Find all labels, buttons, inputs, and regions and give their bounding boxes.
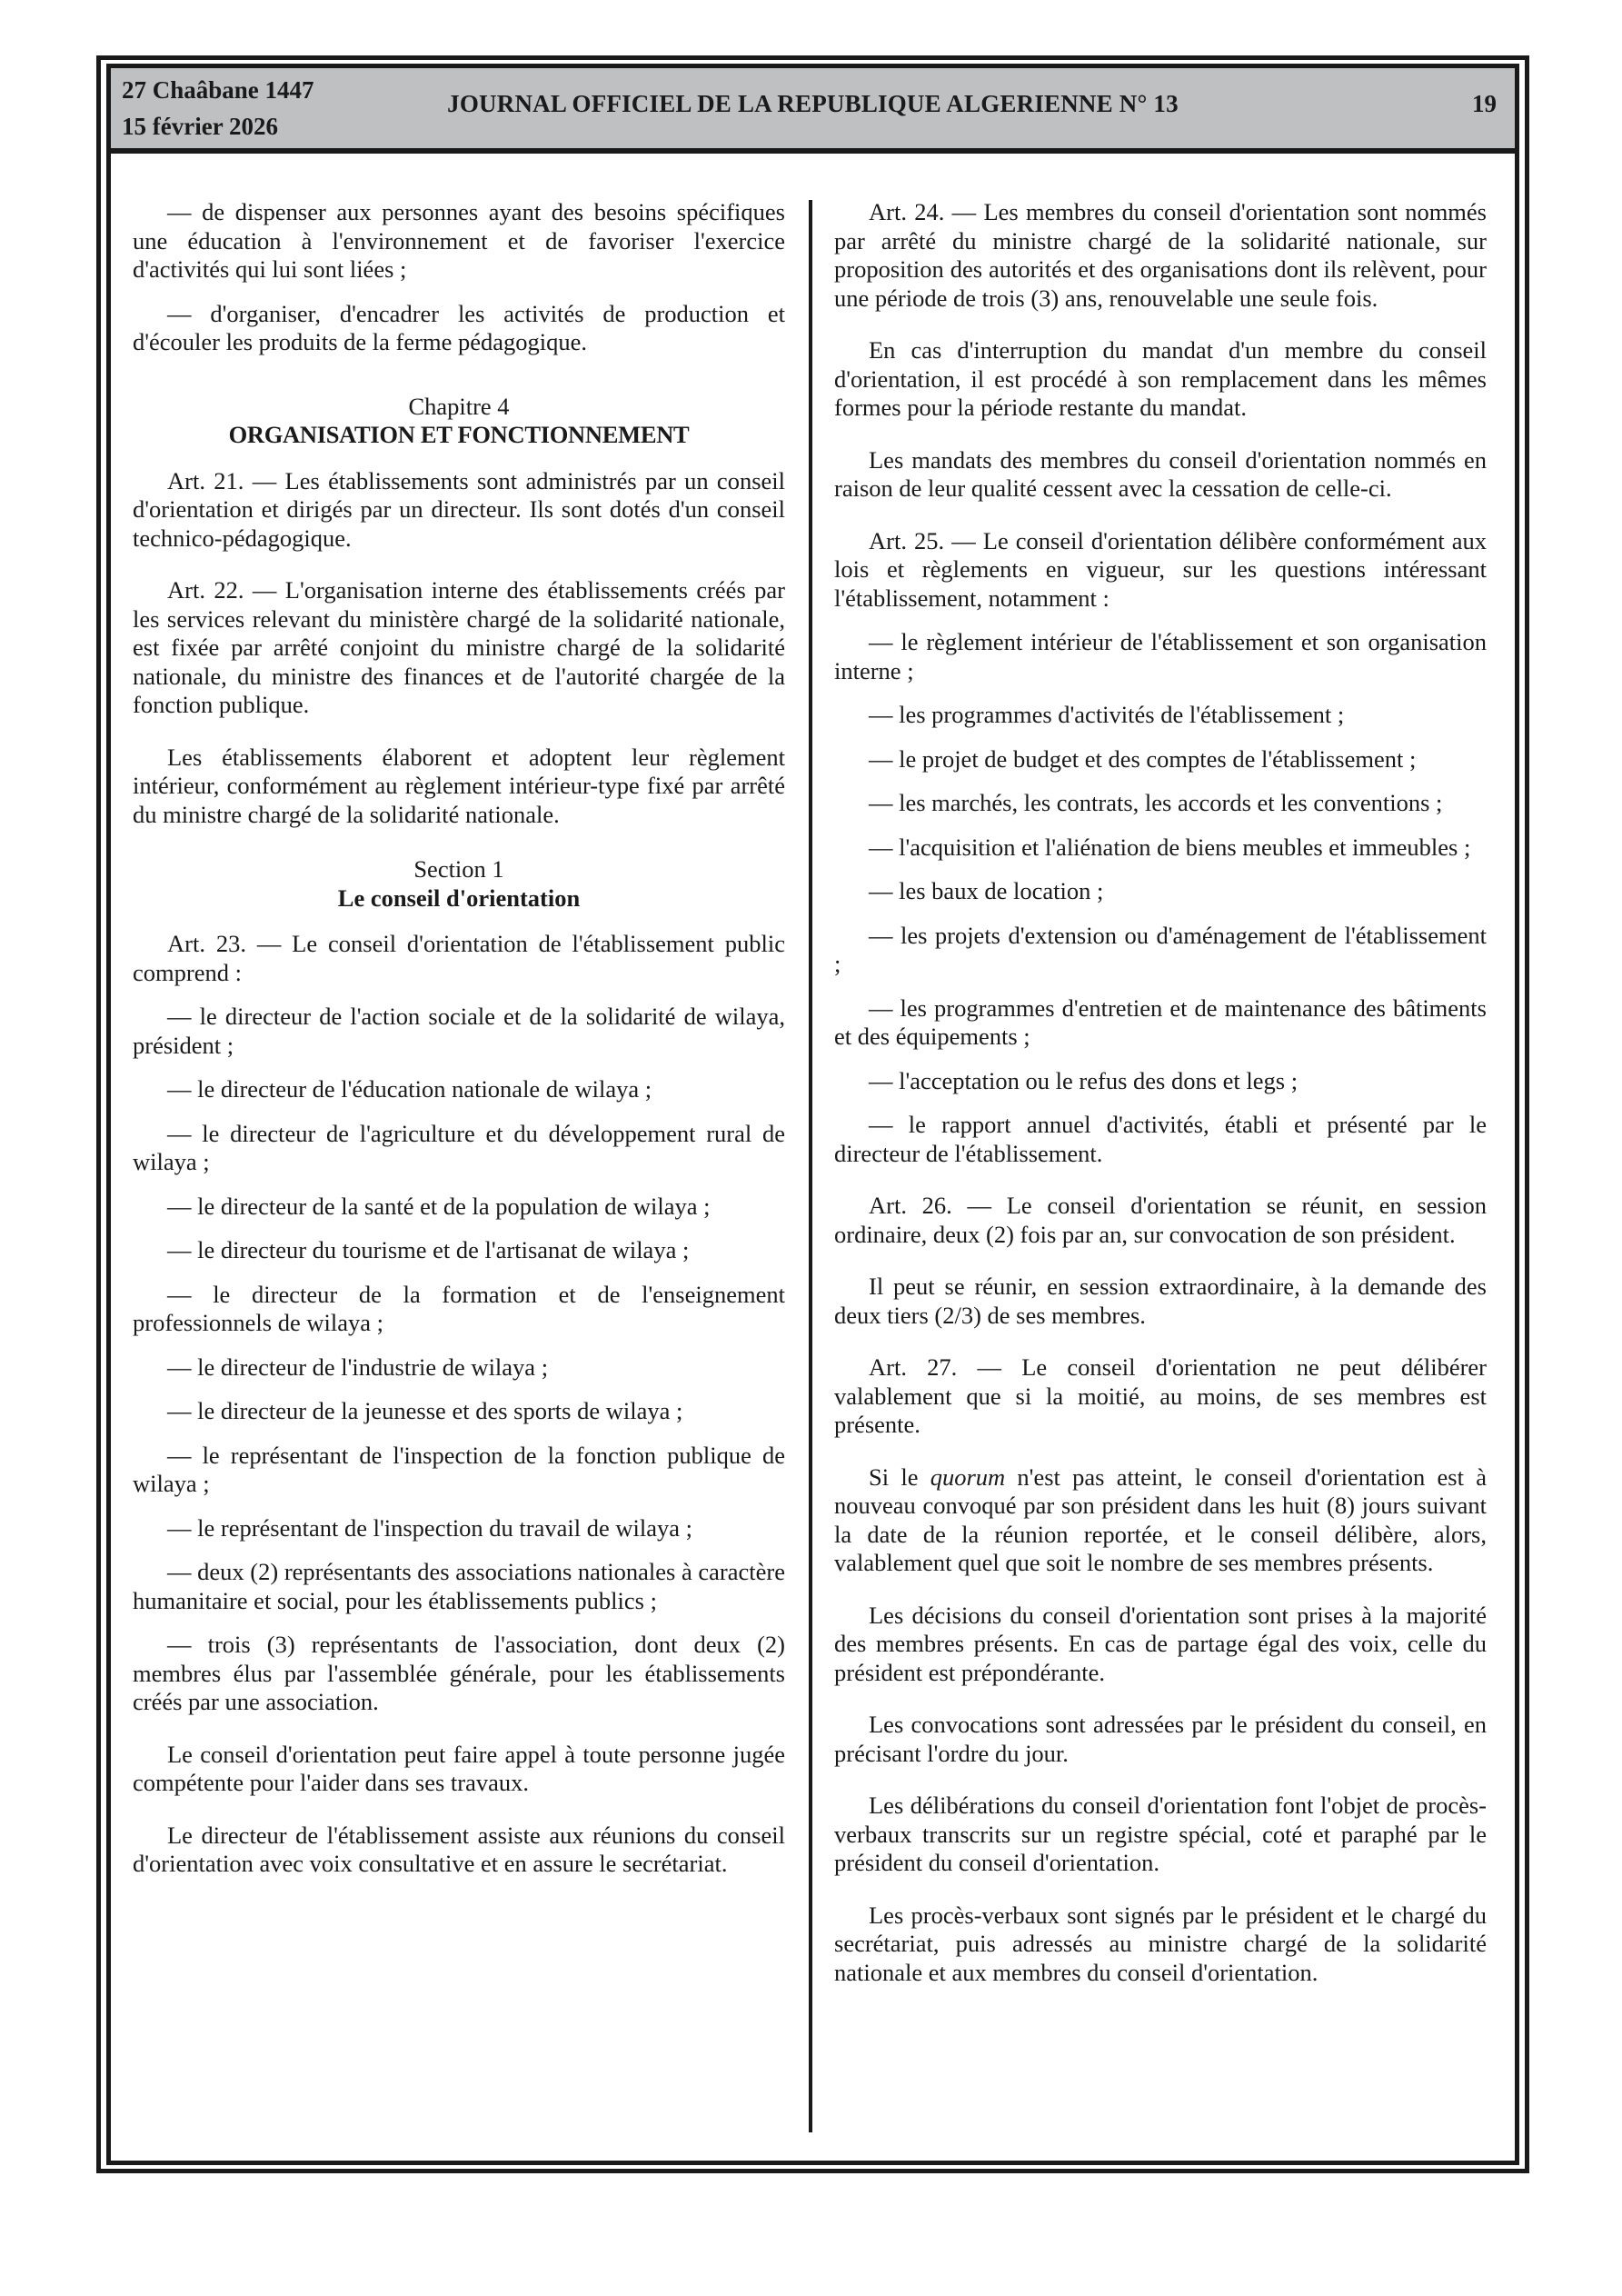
article-24: Art. 24. — Les membres du conseil d'orientation sont nommés par arrêté du ministre chargé de la solidarité nationale, sur proposition des autorités et des organisations dont ils relèvent, pour une période de trois (3) ans, renouvelable une seule fois. — [834, 198, 1487, 312]
article-24-paragraph: Les mandats des membres du conseil d'orientation nommés en raison de leur qualité cessent avec la cessation de celle-ci. — [834, 445, 1487, 502]
article-26: Art. 26. — Le conseil d'orientation se réunit, en session ordinaire, deux (2) fois par an, sur convocation de son président. — [834, 1192, 1487, 1248]
article-22: Art. 22. — L'organisation interne des établissements créés par les services relevant du ministère chargé de la solidarité nationale, est fixée par arrêté conjoint du ministre chargé de la solidarité nationale, du ministre des finances et de l'autorité chargée de la fonction publique. — [133, 576, 785, 718]
column-divider — [809, 200, 812, 2132]
list-item: — les baux de location ; — [869, 877, 1104, 904]
article-27-paragraph: Les procès-verbaux sont signés par le président et le chargé du secrétariat, puis adressés au ministre chargé de la solidarité nationale et aux membres du conseil d'orientation. — [834, 1901, 1487, 1986]
chapter-label: Chapitre 4 — [408, 392, 510, 420]
list-item: — les programmes d'activités de l'établissement ; — [869, 701, 1345, 728]
article-23: Art. 23. — Le conseil d'orientation de l'établissement public comprend : — [133, 930, 785, 986]
article-25: Art. 25. — Le conseil d'orientation délibère conformément aux lois et règlements en vigueur, sur les questions intéressant l'établissement, notamment : — [834, 526, 1487, 612]
page-number: 19 — [1472, 90, 1497, 117]
list-item: — le directeur du tourisme et de l'artisanat de wilaya ; — [167, 1236, 690, 1263]
article-23-paragraph: Le directeur de l'établissement assiste aux réunions du conseil d'orientation avec voix consultative et en assure le secrétariat. — [133, 1821, 785, 1877]
list-item: — l'acquisition et l'aliénation de biens meubles et immeubles ; — [869, 833, 1471, 861]
hijri-date: 27 Chaâbane 1447 — [122, 76, 314, 104]
list-item: — les marchés, les contrats, les accords et les conventions ; — [869, 789, 1443, 816]
list-item: — l'acceptation ou le refus des dons et legs ; — [869, 1066, 1299, 1094]
list-item: — le projet de budget et des comptes de l'établissement ; — [869, 744, 1417, 773]
article-22-paragraph: Les établissements élaborent et adoptent leur règlement intérieur, conformément au règlement intérieur-type fixé par arrêté du ministre chargé de la solidarité nationale. — [133, 743, 785, 828]
list-item: — le directeur de l'action sociale et de la solidarité de wilaya, président ; — [133, 1003, 785, 1059]
list-item: — le représentant de l'inspection du travail de wilaya ; — [167, 1513, 693, 1542]
gregorian-date: 15 février 2026 — [122, 113, 278, 140]
list-item: — le représentant de l'inspection de la fonction publique de wilaya ; — [133, 1441, 785, 1497]
list-item: — le directeur de la jeunesse et des sports de wilaya ; — [167, 1397, 683, 1424]
list-item: — les programmes d'entretien et de maintenance des bâtiments et des équipements ; — [834, 993, 1487, 1050]
list-item: — le règlement intérieur de l'établissement et son organisation interne ; — [834, 628, 1487, 684]
list-item: — le rapport annuel d'activités, établi et présenté par le directeur de l'établissement. — [834, 1111, 1487, 1167]
journal-header — [111, 68, 1515, 154]
article-27-paragraph: Les délibérations du conseil d'orientation font l'objet de procès-verbaux transcrits sur un registre spécial, coté et paraphé par le président du conseil d'orientation. — [834, 1792, 1487, 1876]
list-item: — trois (3) représentants de l'association, dont deux (2) membres élus par l'assemblée générale, pour les établissements créés par une association. — [133, 1631, 785, 1715]
article-27-paragraph: Les convocations sont adressées par le président du conseil, en précisant l'ordre du jour. — [834, 1711, 1487, 1767]
list-item: — le directeur de la santé et de la population de wilaya ; — [167, 1192, 711, 1220]
article-21: Art. 21. — Les établissements sont administrés par un conseil d'orientation et dirigés par un directeur. Ils sont dotés d'un conseil technico-pédagogique. — [133, 466, 785, 552]
article-27-paragraph: Les décisions du conseil d'orientation sont prises à la majorité des membres présents. En cas de partage égal des voix, celle du président est prépondérante. — [834, 1601, 1487, 1686]
left-column — [133, 198, 785, 1894]
journal-title: JOURNAL OFFICIEL DE LA REPUBLIQUE ALGERIENNE N° 13 — [447, 90, 1179, 117]
list-item: — le directeur de la formation et de l'enseignement professionnels de wilaya ; — [133, 1280, 785, 1336]
article-24-paragraph: En cas d'interruption du mandat d'un membre du conseil d'orientation, il est procédé à son remplacement dans les mêmes formes pour la période restante du mandat. — [834, 336, 1487, 421]
article-26-paragraph: Il peut se réunir, en session extraordinaire, à la demande des deux tiers (2/3) de ses membres. — [834, 1273, 1487, 1329]
article-27: Art. 27. — Le conseil d'orientation ne peut délibérer valablement que si la moitié, au moins, de ses membres est présente. — [834, 1353, 1487, 1438]
section-label: Section 1 — [413, 855, 504, 883]
list-item: — le directeur de l'industrie de wilaya ; — [167, 1353, 549, 1381]
article-23-paragraph: Le conseil d'orientation peut faire appel à toute personne jugée compétente pour l'aider dans ses travaux. — [133, 1740, 785, 1796]
list-item: — les projets d'extension ou d'aménagement de l'établissement ; — [834, 921, 1487, 977]
list-item: — deux (2) représentants des associations nationales à caractère humanitaire et social, pour les établissements publics ; — [133, 1558, 785, 1614]
chapter-title: ORGANISATION ET FONCTIONNEMENT — [228, 421, 690, 448]
quorum-italic: quorum — [930, 1462, 1006, 1491]
list-item: — le directeur de l'agriculture et du développement rural de wilaya ; — [133, 1119, 785, 1175]
right-column — [834, 198, 1487, 2002]
list-item: — d'organiser, d'encadrer les activités de production et d'écouler les produits de la ferme pédagogique. — [133, 299, 785, 355]
article-27-quorum-paragraph: Si le quorum n'est pas atteint, le conseil d'orientation est à nouveau convoqué par son président dans les huit (8) jours suivant la date de la réunion reportée, et le conseil délibère, alors, valablement quel que soit le nombre de ses membres présents. — [834, 1462, 1487, 1576]
list-item: — de dispenser aux personnes ayant des besoins spécifiques une éducation à l'environnement et de favoriser l'exercice d'activités qui lui sont liées ; — [133, 198, 785, 283]
list-item: — le directeur de l'éducation nationale de wilaya ; — [167, 1075, 652, 1103]
section-title: Le conseil d'orientation — [337, 883, 581, 912]
